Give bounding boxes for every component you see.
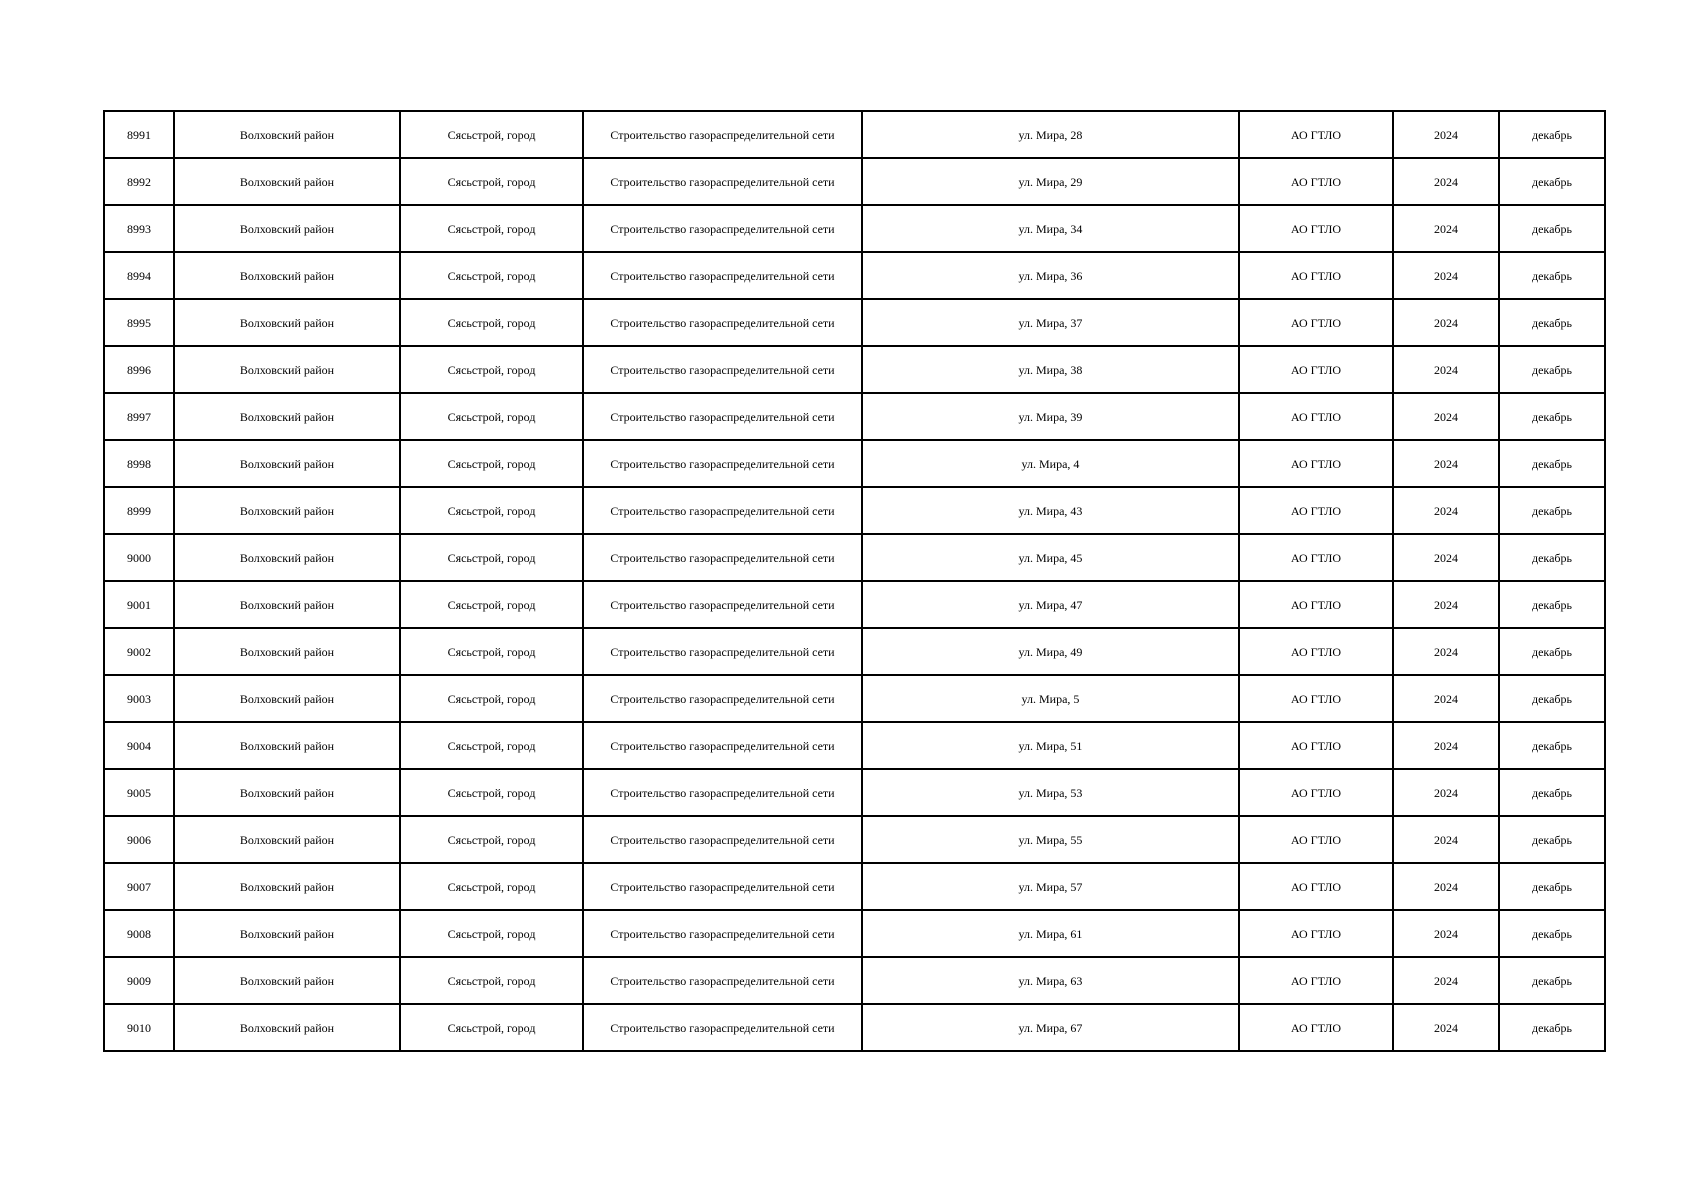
work-type-cell: Строительство газораспределительной сети [583,816,862,863]
table-row [104,534,1605,581]
organization-cell: АО ГТЛО [1239,158,1393,205]
row-number-cell: 8991 [104,111,174,158]
month-cell: декабрь [1499,957,1605,1004]
table-row [104,628,1605,675]
work-type-cell: Строительство газораспределительной сети [583,910,862,957]
table-row [104,205,1605,252]
district-cell: Волховский район [174,1004,400,1051]
organization-cell: АО ГТЛО [1239,299,1393,346]
month-cell: декабрь [1499,769,1605,816]
work-type-cell: Строительство газораспределительной сети [583,957,862,1004]
locality-cell: Сясьстрой, город [400,1004,583,1051]
locality-cell: Сясьстрой, город [400,487,583,534]
locality-cell: Сясьстрой, город [400,299,583,346]
organization-cell: АО ГТЛО [1239,863,1393,910]
address-cell: ул. Мира, 63 [862,957,1239,1004]
organization-cell: АО ГТЛО [1239,393,1393,440]
work-type-cell: Строительство газораспределительной сети [583,158,862,205]
row-number-cell: 9007 [104,863,174,910]
district-cell: Волховский район [174,346,400,393]
address-cell: ул. Мира, 49 [862,628,1239,675]
row-number-cell: 9005 [104,769,174,816]
work-type-cell: Строительство газораспределительной сети [583,769,862,816]
work-type-cell: Строительство газораспределительной сети [583,299,862,346]
district-cell: Волховский район [174,863,400,910]
locality-cell: Сясьстрой, город [400,534,583,581]
address-cell: ул. Мира, 39 [862,393,1239,440]
row-number-cell: 8997 [104,393,174,440]
district-cell: Волховский район [174,487,400,534]
address-cell: ул. Мира, 45 [862,534,1239,581]
table-row [104,910,1605,957]
organization-cell: АО ГТЛО [1239,722,1393,769]
month-cell: декабрь [1499,393,1605,440]
table-row [104,863,1605,910]
work-type-cell: Строительство газораспределительной сети [583,440,862,487]
year-cell: 2024 [1393,628,1499,675]
year-cell: 2024 [1393,111,1499,158]
work-type-cell: Строительство газораспределительной сети [583,111,862,158]
year-cell: 2024 [1393,440,1499,487]
row-number-cell: 8999 [104,487,174,534]
row-number-cell: 8993 [104,205,174,252]
locality-cell: Сясьстрой, город [400,769,583,816]
locality-cell: Сясьстрой, город [400,675,583,722]
year-cell: 2024 [1393,393,1499,440]
year-cell: 2024 [1393,252,1499,299]
table-row [104,346,1605,393]
row-number-cell: 9003 [104,675,174,722]
organization-cell: АО ГТЛО [1239,346,1393,393]
year-cell: 2024 [1393,816,1499,863]
organization-cell: АО ГТЛО [1239,440,1393,487]
month-cell: декабрь [1499,816,1605,863]
row-number-cell: 9001 [104,581,174,628]
district-cell: Волховский район [174,581,400,628]
table-row [104,299,1605,346]
row-number-cell: 9006 [104,816,174,863]
district-cell: Волховский район [174,158,400,205]
row-number-cell: 9002 [104,628,174,675]
locality-cell: Сясьстрой, город [400,581,583,628]
gasification-schedule-table [103,110,1606,1052]
organization-cell: АО ГТЛО [1239,675,1393,722]
address-cell: ул. Мира, 4 [862,440,1239,487]
table-row [104,581,1605,628]
address-cell: ул. Мира, 37 [862,299,1239,346]
district-cell: Волховский район [174,111,400,158]
month-cell: декабрь [1499,722,1605,769]
district-cell: Волховский район [174,722,400,769]
month-cell: декабрь [1499,1004,1605,1051]
table-row [104,252,1605,299]
year-cell: 2024 [1393,863,1499,910]
year-cell: 2024 [1393,910,1499,957]
locality-cell: Сясьстрой, город [400,863,583,910]
locality-cell: Сясьстрой, город [400,252,583,299]
row-number-cell: 9009 [104,957,174,1004]
work-type-cell: Строительство газораспределительной сети [583,346,862,393]
locality-cell: Сясьстрой, город [400,111,583,158]
district-cell: Волховский район [174,534,400,581]
district-cell: Волховский район [174,205,400,252]
table-row [104,816,1605,863]
work-type-cell: Строительство газораспределительной сети [583,863,862,910]
organization-cell: АО ГТЛО [1239,769,1393,816]
month-cell: декабрь [1499,299,1605,346]
table-row [104,769,1605,816]
year-cell: 2024 [1393,769,1499,816]
month-cell: декабрь [1499,581,1605,628]
month-cell: декабрь [1499,534,1605,581]
row-number-cell: 8998 [104,440,174,487]
month-cell: декабрь [1499,158,1605,205]
locality-cell: Сясьстрой, город [400,346,583,393]
address-cell: ул. Мира, 43 [862,487,1239,534]
row-number-cell: 9000 [104,534,174,581]
address-cell: ул. Мира, 29 [862,158,1239,205]
address-cell: ул. Мира, 51 [862,722,1239,769]
table-row [104,722,1605,769]
address-cell: ул. Мира, 34 [862,205,1239,252]
table-row [104,1004,1605,1051]
organization-cell: АО ГТЛО [1239,487,1393,534]
address-cell: ул. Мира, 38 [862,346,1239,393]
table-body [104,111,1605,1051]
locality-cell: Сясьстрой, город [400,393,583,440]
work-type-cell: Строительство газораспределительной сети [583,393,862,440]
year-cell: 2024 [1393,581,1499,628]
district-cell: Волховский район [174,816,400,863]
month-cell: декабрь [1499,205,1605,252]
year-cell: 2024 [1393,1004,1499,1051]
work-type-cell: Строительство газораспределительной сети [583,252,862,299]
locality-cell: Сясьстрой, город [400,628,583,675]
locality-cell: Сясьстрой, город [400,205,583,252]
year-cell: 2024 [1393,487,1499,534]
work-type-cell: Строительство газораспределительной сети [583,581,862,628]
row-number-cell: 8992 [104,158,174,205]
work-type-cell: Строительство газораспределительной сети [583,628,862,675]
row-number-cell: 9004 [104,722,174,769]
address-cell: ул. Мира, 36 [862,252,1239,299]
year-cell: 2024 [1393,534,1499,581]
month-cell: декабрь [1499,863,1605,910]
year-cell: 2024 [1393,957,1499,1004]
district-cell: Волховский район [174,440,400,487]
address-cell: ул. Мира, 53 [862,769,1239,816]
address-cell: ул. Мира, 55 [862,816,1239,863]
organization-cell: АО ГТЛО [1239,534,1393,581]
district-cell: Волховский район [174,252,400,299]
organization-cell: АО ГТЛО [1239,252,1393,299]
organization-cell: АО ГТЛО [1239,111,1393,158]
organization-cell: АО ГТЛО [1239,910,1393,957]
year-cell: 2024 [1393,299,1499,346]
locality-cell: Сясьстрой, город [400,957,583,1004]
table-row [104,675,1605,722]
table-row [104,440,1605,487]
organization-cell: АО ГТЛО [1239,581,1393,628]
locality-cell: Сясьстрой, город [400,816,583,863]
work-type-cell: Строительство газораспределительной сети [583,205,862,252]
year-cell: 2024 [1393,675,1499,722]
row-number-cell: 9008 [104,910,174,957]
table-row [104,957,1605,1004]
district-cell: Волховский район [174,910,400,957]
locality-cell: Сясьстрой, город [400,440,583,487]
table-row [104,158,1605,205]
month-cell: декабрь [1499,440,1605,487]
locality-cell: Сясьстрой, город [400,910,583,957]
month-cell: декабрь [1499,252,1605,299]
work-type-cell: Строительство газораспределительной сети [583,1004,862,1051]
table-row [104,487,1605,534]
work-type-cell: Строительство газораспределительной сети [583,534,862,581]
month-cell: декабрь [1499,487,1605,534]
address-cell: ул. Мира, 5 [862,675,1239,722]
address-cell: ул. Мира, 61 [862,910,1239,957]
table-row [104,111,1605,158]
address-cell: ул. Мира, 67 [862,1004,1239,1051]
district-cell: Волховский район [174,628,400,675]
address-cell: ул. Мира, 57 [862,863,1239,910]
row-number-cell: 9010 [104,1004,174,1051]
district-cell: Волховский район [174,675,400,722]
district-cell: Волховский район [174,393,400,440]
month-cell: декабрь [1499,910,1605,957]
month-cell: декабрь [1499,346,1605,393]
organization-cell: АО ГТЛО [1239,957,1393,1004]
year-cell: 2024 [1393,346,1499,393]
work-type-cell: Строительство газораспределительной сети [583,722,862,769]
row-number-cell: 8994 [104,252,174,299]
district-cell: Волховский район [174,769,400,816]
locality-cell: Сясьстрой, город [400,158,583,205]
organization-cell: АО ГТЛО [1239,816,1393,863]
month-cell: декабрь [1499,628,1605,675]
year-cell: 2024 [1393,722,1499,769]
work-type-cell: Строительство газораспределительной сети [583,487,862,534]
organization-cell: АО ГТЛО [1239,205,1393,252]
year-cell: 2024 [1393,158,1499,205]
row-number-cell: 8995 [104,299,174,346]
work-type-cell: Строительство газораспределительной сети [583,675,862,722]
locality-cell: Сясьстрой, город [400,722,583,769]
address-cell: ул. Мира, 28 [862,111,1239,158]
table-row [104,393,1605,440]
organization-cell: АО ГТЛО [1239,1004,1393,1051]
district-cell: Волховский район [174,299,400,346]
address-cell: ул. Мира, 47 [862,581,1239,628]
year-cell: 2024 [1393,205,1499,252]
row-number-cell: 8996 [104,346,174,393]
month-cell: декабрь [1499,111,1605,158]
district-cell: Волховский район [174,957,400,1004]
organization-cell: АО ГТЛО [1239,628,1393,675]
month-cell: декабрь [1499,675,1605,722]
